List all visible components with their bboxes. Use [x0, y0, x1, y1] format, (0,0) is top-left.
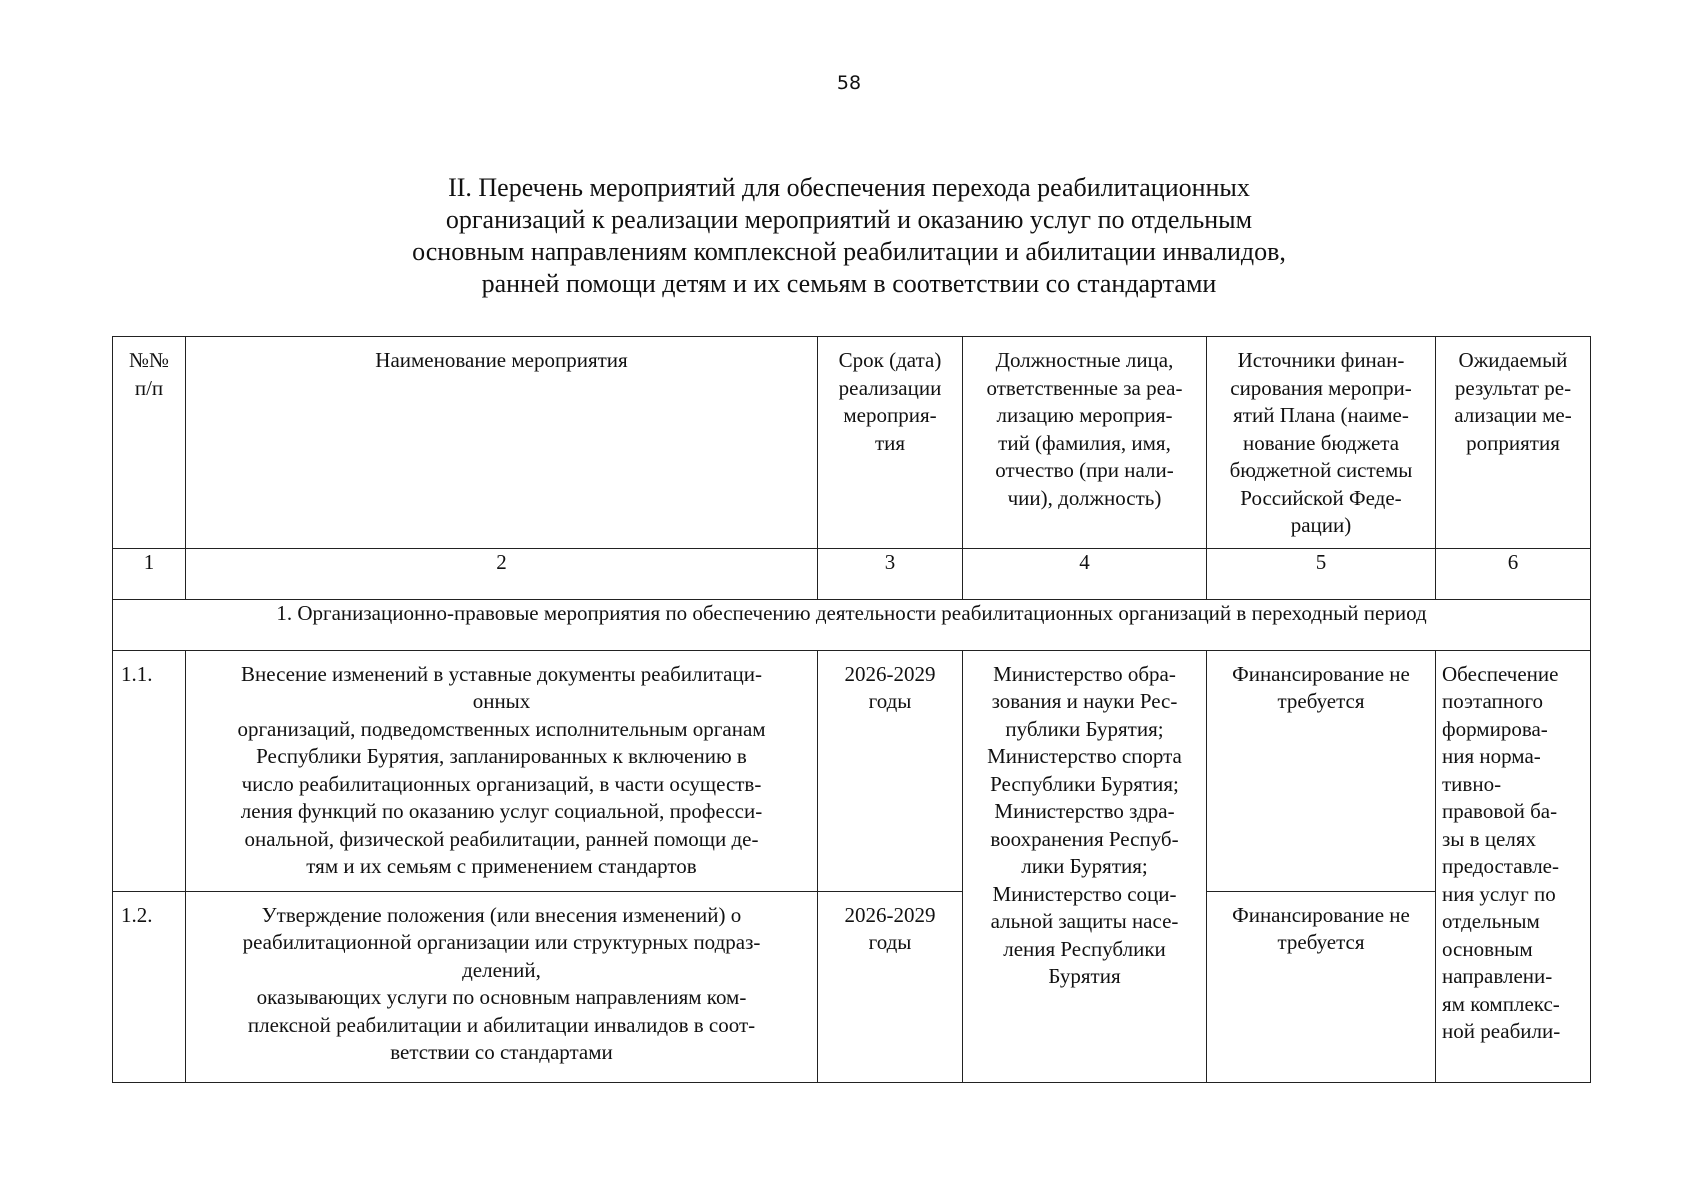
text-line: зы в целях	[1442, 826, 1537, 851]
text-line: онных	[472, 689, 531, 713]
column-number: 3	[818, 548, 963, 599]
header-number	[113, 337, 186, 549]
title-line: основным направлениям комплексной реабилитации и абилитации инвалидов,	[412, 237, 1286, 266]
header-line: Наименование мероприятия	[375, 348, 628, 372]
text-line: Бурятия	[1048, 964, 1121, 988]
text-line: правовой ба-	[1442, 799, 1558, 823]
text-line: тям и их семьям с применением стандартов	[306, 854, 697, 878]
text-line: альной защиты насе-	[990, 909, 1179, 933]
text-line: ной реабили-	[1442, 1019, 1561, 1043]
text-line: воохранения Респуб-	[990, 826, 1179, 851]
text-line: формирова-	[1442, 716, 1548, 741]
section-title: 1. Организационно-правовые мероприятия по обеспечению деятельности реабилитационных организаций в переходный период	[113, 599, 1591, 650]
text-line: 2026-2029	[844, 902, 936, 927]
text-line: ления Республики	[1003, 936, 1166, 961]
header-line: Российской Феде-	[1240, 485, 1402, 510]
header-line: реализации	[838, 375, 942, 400]
text-line: Утверждение положения (или внесения изменений) о	[261, 902, 742, 927]
header-funding	[1207, 337, 1436, 549]
text-line: организаций, подведомственных исполнительным органам	[237, 716, 766, 741]
text-line: лики Бурятия;	[1021, 854, 1148, 878]
text-line: годы	[868, 930, 912, 954]
header-line: ответственные за реа-	[986, 375, 1183, 400]
column-numbers-row	[113, 548, 1591, 599]
text-line: ления функций по оказанию услуг социальной, професси-	[240, 799, 763, 823]
header-line: тия	[874, 430, 906, 455]
column-number: 6	[1436, 548, 1591, 599]
text-line: зования и науки Рес-	[991, 689, 1178, 713]
text-line: плексной реабилитации и абилитации инвалидов в соот-	[247, 1012, 756, 1037]
text-line: требуется	[1277, 689, 1365, 713]
measures-table	[112, 336, 1591, 1083]
page-title	[0, 172, 1698, 300]
section-row	[113, 599, 1591, 650]
funding-source	[1207, 891, 1436, 1082]
activity-name	[186, 650, 818, 891]
column-number: 4	[963, 548, 1207, 599]
header-line: п/п	[134, 375, 164, 400]
row-number: 1.1.	[113, 650, 186, 891]
text-line: Министерство здра-	[994, 799, 1175, 823]
text-line: реабилитационной организации или структурных подраз-	[242, 930, 761, 954]
text-line: Финансирование не	[1232, 902, 1410, 927]
header-line: чии), должность)	[1007, 485, 1162, 510]
text-line: Республики Бурятия;	[990, 771, 1179, 796]
text-line: Республики Бурятия, запланированных к включению в	[256, 744, 747, 768]
activity-name	[186, 891, 818, 1082]
text-line: Министерство спорта	[987, 744, 1182, 768]
title-line: организаций к реализации мероприятий и оказанию услуг по отдельным	[445, 205, 1253, 234]
column-number: 2	[186, 548, 818, 599]
text-line: число реабилитационных организаций, в части осуществ-	[241, 771, 762, 796]
header-line: Источники финан-	[1237, 348, 1405, 372]
text-line: Обеспечение	[1442, 661, 1559, 686]
text-line: ния норма-	[1442, 744, 1541, 768]
text-line: ветствии со стандартами	[390, 1040, 613, 1064]
header-line: ализации ме-	[1454, 403, 1572, 427]
text-line: отдельным	[1442, 909, 1540, 933]
row-number: 1.2.	[113, 891, 186, 1082]
text-line: основным	[1442, 936, 1533, 961]
header-line: результат ре-	[1454, 375, 1572, 400]
text-line: тивно-	[1442, 771, 1502, 796]
expected-result	[1436, 650, 1591, 1082]
text-line: ональной, физической реабилитации, ранней помощи де-	[244, 826, 759, 851]
header-line: ятий Плана (наиме-	[1233, 403, 1409, 427]
text-line: оказывающих услуги по основным направлениям ком-	[256, 985, 747, 1009]
column-number: 5	[1207, 548, 1436, 599]
table-header-row	[113, 337, 1591, 549]
header-line: сирования меропри-	[1230, 375, 1412, 400]
header-line: №№	[128, 348, 170, 372]
text-line: предоставле-	[1442, 854, 1559, 878]
title-line: II. Перечень мероприятий для обеспечения перехода реабилитационных	[448, 173, 1250, 202]
header-line: Должностные лица,	[995, 348, 1174, 372]
header-line: бюджетной системы	[1229, 458, 1413, 482]
header-line: отчество (при нали-	[995, 458, 1174, 482]
header-line: мероприя-	[843, 403, 937, 427]
header-line: лизацию мероприя-	[996, 403, 1173, 427]
table-row	[113, 891, 1591, 1082]
funding-source	[1207, 650, 1436, 891]
activity-term	[818, 650, 963, 891]
header-line: роприятия	[1466, 430, 1560, 455]
table-row	[113, 650, 1591, 891]
responsible-officials	[963, 650, 1207, 1082]
text-line: делений,	[462, 957, 541, 982]
header-line: Ожидаемый	[1458, 348, 1568, 372]
text-line: поэтапного	[1442, 689, 1544, 713]
text-line: Финансирование не	[1232, 661, 1410, 686]
header-activity-name	[186, 337, 818, 549]
text-line: Внесение изменений в уставные документы реабилитаци-	[241, 661, 762, 686]
activity-term	[818, 891, 963, 1082]
text-line: требуется	[1277, 930, 1365, 954]
header-line: нование бюджета	[1242, 430, 1400, 455]
column-number: 1	[113, 548, 186, 599]
text-line: ям комплекс-	[1442, 991, 1560, 1016]
text-line: Министерство соци-	[992, 881, 1177, 906]
page-number: 58	[836, 72, 862, 94]
text-line: направлени-	[1442, 964, 1553, 988]
text-line: Министерство обра-	[993, 661, 1176, 686]
text-line: публики Бурятия;	[1005, 716, 1164, 741]
text-line: 2026-2029	[844, 661, 936, 686]
header-line: тий (фамилия, имя,	[998, 430, 1171, 455]
header-line: Срок (дата)	[838, 348, 942, 372]
header-responsible	[963, 337, 1207, 549]
text-line: годы	[868, 689, 912, 713]
text-line: ния услуг по	[1442, 881, 1556, 906]
header-expected-result	[1436, 337, 1591, 549]
title-line: ранней помощи детям и их семьям в соответствии со стандартами	[481, 269, 1217, 298]
header-line: рации)	[1290, 513, 1352, 537]
header-term	[818, 337, 963, 549]
